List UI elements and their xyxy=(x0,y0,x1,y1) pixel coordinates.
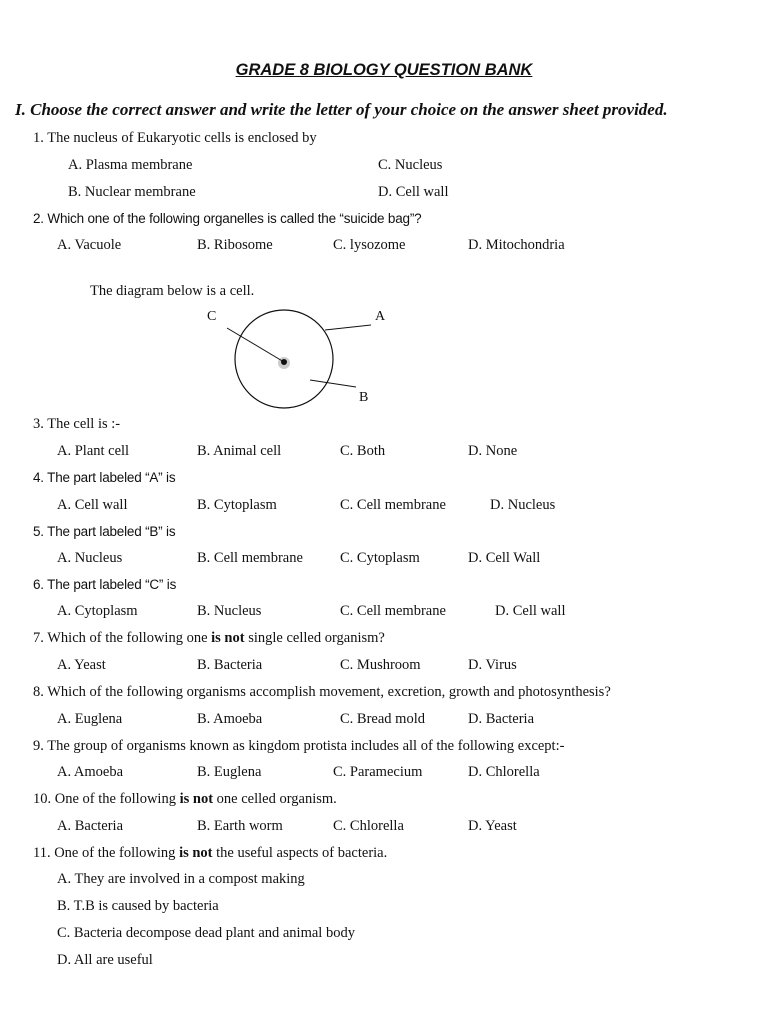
section-instruction: I. Choose the correct answer and write the letter of your choice on the answer sheet provided. xyxy=(15,100,668,119)
question-4-option-c: C. Cell membrane xyxy=(340,497,446,513)
question-10-stem-emphasis: is not xyxy=(179,791,214,807)
question-11-stem xyxy=(33,845,387,862)
question-7-stem xyxy=(33,630,385,647)
question-9-option-a: A. Amoeba xyxy=(57,764,124,780)
question-8-option-b: B. Amoeba xyxy=(197,711,263,727)
question-7-option-b: B. Bacteria xyxy=(197,657,263,673)
question-5-option-a: A. Nucleus xyxy=(57,550,123,566)
question-4-option-d: D. Nucleus xyxy=(490,497,556,513)
question-9-option-d: D. Chlorella xyxy=(468,764,540,780)
cell-diagram xyxy=(195,300,395,412)
question-11-option-d: D. All are useful xyxy=(57,952,153,968)
question-3-option-c: C. Both xyxy=(340,443,386,459)
question-8-option-a: A. Euglena xyxy=(57,711,123,727)
question-5-option-c: C. Cytoplasm xyxy=(340,550,420,566)
question-10-stem-pre: 10. One of the following xyxy=(33,791,180,807)
question-6-option-c: C. Cell membrane xyxy=(340,603,446,619)
question-6-option-b: B. Nucleus xyxy=(197,603,262,619)
question-11-option-c: C. Bacteria decompose dead plant and animal body xyxy=(57,925,355,941)
question-7-stem-emphasis: is not xyxy=(211,630,245,646)
question-1-option-c: C. Nucleus xyxy=(378,157,443,173)
question-11-stem-post: the useful aspects of bacteria. xyxy=(212,845,388,861)
question-10-option-a: A. Bacteria xyxy=(57,818,124,834)
question-5-stem: 5. The part labeled “B” is xyxy=(33,524,176,539)
question-2-option-a: A. Vacuole xyxy=(57,237,122,253)
question-6-option-a: A. Cytoplasm xyxy=(57,603,138,619)
question-7-stem-pre: 7. Which of the following one xyxy=(33,630,212,646)
label-line-a xyxy=(325,325,371,330)
question-10-stem xyxy=(33,791,337,808)
question-8-option-c: C. Bread mold xyxy=(340,711,425,727)
diagram-label-a: A xyxy=(375,309,386,324)
question-10-option-c: C. Chlorella xyxy=(333,818,404,834)
question-7-stem-post: single celled organism? xyxy=(244,630,385,646)
question-4-stem: 4. The part labeled “A” is xyxy=(33,470,176,485)
diagram-label-c: C xyxy=(207,309,217,324)
question-3-stem: 3. The cell is :- xyxy=(33,416,121,432)
diagram-caption: The diagram below is a cell. xyxy=(90,283,255,299)
page-title: GRADE 8 BIOLOGY QUESTION BANK xyxy=(235,61,533,79)
label-line-b xyxy=(310,380,356,387)
question-1-option-d: D. Cell wall xyxy=(378,184,449,200)
question-11-option-b: B. T.B is caused by bacteria xyxy=(57,898,219,914)
question-3-option-a: A. Plant cell xyxy=(57,443,130,459)
question-6-option-d: D. Cell wall xyxy=(495,603,566,619)
question-1-stem: 1. The nucleus of Eukaryotic cells is enclosed by xyxy=(33,130,317,146)
question-4-option-a: A. Cell wall xyxy=(57,497,128,513)
question-9-option-b: B. Euglena xyxy=(197,764,262,780)
question-8-option-d: D. Bacteria xyxy=(468,711,535,727)
question-7-option-c: C. Mushroom xyxy=(340,657,421,673)
question-5-option-b: B. Cell membrane xyxy=(197,550,303,566)
question-8-stem: 8. Which of the following organisms accomplish movement, excretion, growth and photosynthesis? xyxy=(33,684,611,700)
question-9-stem: 9. The group of organisms known as kingdom protista includes all of the following except:- xyxy=(33,738,565,754)
question-2-option-c: C. lysozome xyxy=(333,237,406,253)
question-2-stem: 2. Which one of the following organelles is called the “suicide bag”? xyxy=(33,211,422,226)
question-3-option-b: B. Animal cell xyxy=(197,443,282,459)
question-7-option-a: A. Yeast xyxy=(57,657,106,673)
question-11-option-a: A. They are involved in a compost making xyxy=(57,871,305,887)
question-4-option-b: B. Cytoplasm xyxy=(197,497,277,513)
question-1-option-a: A. Plasma membrane xyxy=(68,157,193,173)
question-11-stem-pre: 11. One of the following xyxy=(33,845,180,861)
question-2-option-d: D. Mitochondria xyxy=(468,237,565,253)
question-3-option-d: D. None xyxy=(468,443,518,459)
question-10-option-d: D. Yeast xyxy=(468,818,517,834)
question-10-option-b: B. Earth worm xyxy=(197,818,283,834)
diagram-label-b: B xyxy=(359,390,369,405)
question-2-option-b: B. Ribosome xyxy=(197,237,273,253)
question-6-stem: 6. The part labeled “C” is xyxy=(33,577,177,592)
question-9-option-c: C. Paramecium xyxy=(333,764,423,780)
question-5-option-d: D. Cell Wall xyxy=(468,550,541,566)
question-11-stem-emphasis: is not xyxy=(179,845,213,861)
question-10-stem-post: one celled organism. xyxy=(213,791,337,807)
question-1-option-b: B. Nuclear membrane xyxy=(68,184,196,200)
question-7-option-d: D. Virus xyxy=(468,657,517,673)
